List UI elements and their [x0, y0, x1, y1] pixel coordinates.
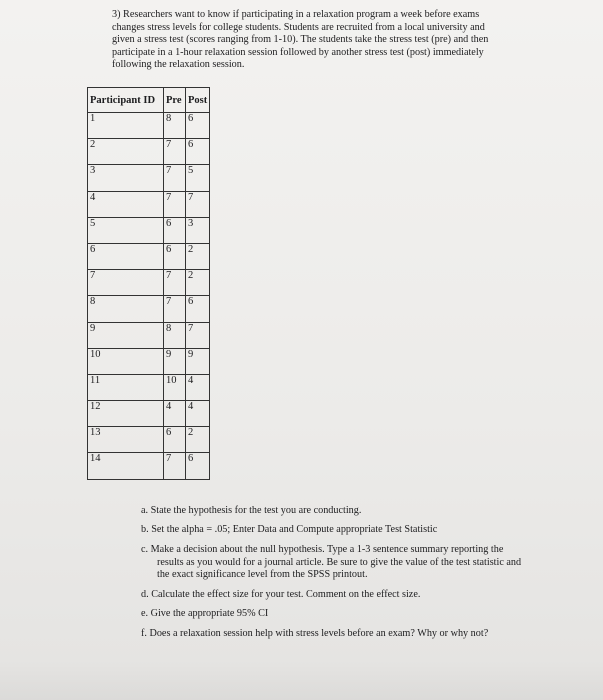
task-item-f: f. Does a relaxation session help with stress levels before an exam? Why or why not? [141, 627, 489, 639]
table-row [88, 453, 210, 479]
task-item-e: e. Give the appropriate 95% CI [141, 608, 269, 620]
task-item-b: b. Set the alpha = .05; Enter Data and Compute appropriate Test Statistic [141, 524, 438, 536]
pre-cell: 7 [164, 191, 186, 217]
table-row [88, 374, 210, 400]
pre-cell: 7 [164, 270, 186, 296]
post-cell: 4 [186, 401, 210, 427]
participant-id-cell: 3 [88, 165, 164, 191]
table-row [88, 322, 210, 348]
post-cell: 6 [186, 139, 210, 165]
pre-cell: 7 [164, 296, 186, 322]
table-row [88, 139, 210, 165]
post-cell: 6 [186, 296, 210, 322]
header-pre: Pre [164, 88, 186, 113]
participant-id-cell: 9 [88, 322, 164, 348]
pre-cell: 7 [164, 453, 186, 479]
pre-cell: 10 [164, 374, 186, 400]
task-list [141, 505, 531, 647]
post-cell: 5 [186, 165, 210, 191]
table-row [88, 217, 210, 243]
header-post: Post [186, 88, 210, 113]
table-row [88, 296, 210, 322]
participant-id-cell: 4 [88, 191, 164, 217]
participant-id-cell: 14 [88, 453, 164, 479]
pre-cell: 6 [164, 217, 186, 243]
pre-cell: 6 [164, 427, 186, 453]
table-row [88, 270, 210, 296]
participant-id-cell: 8 [88, 296, 164, 322]
post-cell: 2 [186, 243, 210, 269]
post-cell: 2 [186, 270, 210, 296]
post-cell: 6 [186, 453, 210, 479]
post-cell: 3 [186, 217, 210, 243]
pre-cell: 8 [164, 113, 186, 139]
participant-id-cell: 11 [88, 374, 164, 400]
pre-cell: 4 [164, 401, 186, 427]
pre-cell: 7 [164, 165, 186, 191]
table-row [88, 165, 210, 191]
participant-id-cell: 1 [88, 113, 164, 139]
data-table [87, 87, 210, 480]
participant-id-cell: 10 [88, 348, 164, 374]
task-item-d: d. Calculate the effect size for your test. Comment on the effect size. [141, 588, 421, 600]
participant-id-cell: 7 [88, 270, 164, 296]
post-cell: 6 [186, 113, 210, 139]
table-row [88, 113, 210, 139]
task-item-a: a. State the hypothesis for the test you are conducting. [141, 505, 362, 516]
post-cell: 2 [186, 427, 210, 453]
table-row [88, 427, 210, 453]
post-cell: 7 [186, 322, 210, 348]
table-row [88, 348, 210, 374]
task-item-c: c. Make a decision about the null hypothesis. Type a 1-3 sentence summary reporting the results as you would for a journal article. Be sure to give the value of the test statistic and the exact significance level from the SPSS printout. [141, 543, 522, 581]
post-cell: 7 [186, 191, 210, 217]
header-participant-id: Participant ID [88, 88, 164, 113]
participant-id-cell: 12 [88, 401, 164, 427]
question-3 [112, 9, 502, 72]
pre-cell: 6 [164, 243, 186, 269]
question-number: 3) [112, 9, 121, 20]
pre-cell: 9 [164, 348, 186, 374]
participant-id-cell: 13 [88, 427, 164, 453]
post-cell: 4 [186, 374, 210, 400]
table-row [88, 191, 210, 217]
pre-cell: 7 [164, 139, 186, 165]
participant-id-cell: 2 [88, 139, 164, 165]
table-row [88, 243, 210, 269]
table-header-row [88, 88, 210, 113]
question-text: Researchers want to know if participating in a relaxation program a week before exams changes stress levels for college students. Students are recruited from a local university and given a stress test (scores ranging from 1-10). The students take the stress test (pre) and then participate in a 1-hour relaxation session followed by another stress test (post) immediately following the relaxation session. [112, 9, 489, 71]
participant-id-cell: 5 [88, 217, 164, 243]
page-shadow [0, 660, 603, 700]
table-row [88, 401, 210, 427]
post-cell: 9 [186, 348, 210, 374]
participant-id-cell: 6 [88, 243, 164, 269]
pre-cell: 8 [164, 322, 186, 348]
